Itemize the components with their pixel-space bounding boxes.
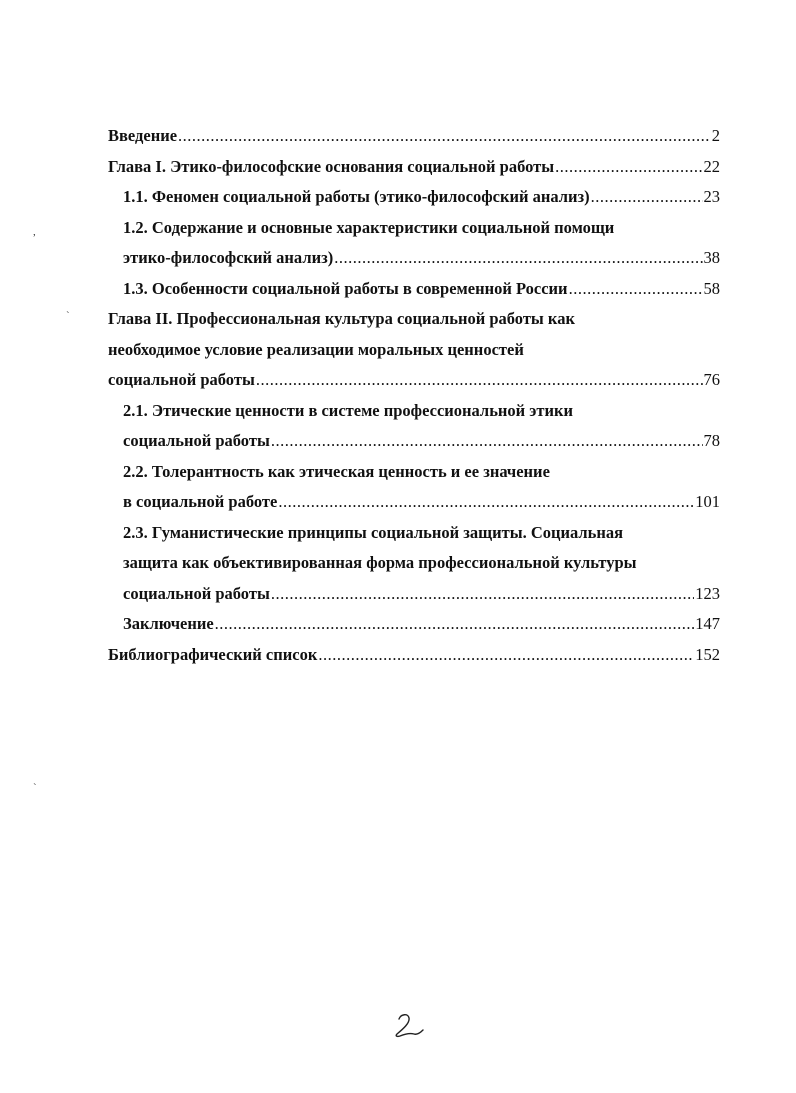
toc-line-chapter-1[interactable] (108, 152, 720, 183)
toc-page-number: 147 (695, 614, 720, 633)
toc-line-conclusion[interactable] (108, 609, 720, 640)
toc-leader-dots (569, 274, 703, 305)
toc-page-number: 23 (703, 187, 720, 206)
toc-entry-title: 1.3. Особенности социальной работы в современной России (123, 278, 568, 298)
toc-leader-dots (555, 152, 702, 183)
toc-line-section-1-1[interactable] (108, 182, 720, 213)
toc-leader-dots (178, 121, 711, 152)
toc-line-chapter-2-part1[interactable] (108, 304, 720, 335)
toc-page-number: 123 (695, 583, 720, 603)
toc-leader-dots (271, 426, 703, 457)
toc-entry-title: Заключение (123, 614, 214, 633)
toc-line-section-2-1-part1[interactable] (108, 396, 720, 427)
toc-leader-dots (278, 487, 694, 518)
toc-page-number: 78 (703, 431, 720, 450)
toc-entry-title: защита как объективированная форма профессиональной культуры (123, 553, 637, 572)
toc-page-number: 152 (695, 644, 720, 664)
toc-line-section-1-2-part1[interactable] (108, 213, 720, 244)
handwritten-page-number (392, 1012, 428, 1040)
toc-leader-dots (591, 182, 703, 213)
toc-page-number: 38 (703, 248, 720, 267)
toc-line-chapter-2-part2[interactable] (108, 335, 720, 366)
toc-entry-title: Глава II. Профессиональная культура социальной работы как (108, 309, 575, 328)
toc-page-number: 76 (703, 370, 720, 389)
toc-line-section-2-2-part2[interactable] (108, 487, 720, 518)
toc-line-section-2-1-part2[interactable] (108, 426, 720, 457)
toc-entry-title: Библиографический список (108, 644, 318, 664)
toc-entry-title: Глава I. Этико-философские основания социальной работы (108, 156, 555, 176)
document-page: , ` ` Введение ..... 2 Глава I. Этико-философские основания социальной работы ..... 22 1.1. Феномен социальной работы (этико-философский анализ) ..... 23 1.2. Содержание и основные характеристики социальной помощи этико-философский анализ) ..... 38 1.3. Особенности социальной работы в современной России ..... 58 Глава II. Профессиональная культура социальной работы как необходимое условие реализации моральных ценностей социальной работы ..... 76 2.1. Этические ценности в системе профессиональной этики социальной работы ..... 78 2.2. Толерантность как этическая ценность и ее значение в социальной работе ..... 101 2.3. Гуманистические принципы социальной защиты. Социальная защита как объективированная форма профессиональной культуры социальной работы ..... 123 Заключение ..... 147 Библиографический список ..... 152 (0, 0, 796, 1093)
toc-line-section-2-2-part1[interactable] (108, 457, 720, 488)
toc-entry-title: 2.1. Этические ценности в системе профессиональной этики (123, 400, 574, 420)
toc-entry-title: в социальной работе (123, 492, 278, 511)
toc-entry-title: 2.3. Гуманистические принципы социальной защиты. Социальная (123, 522, 624, 542)
toc-entry-title: Введение (108, 126, 178, 145)
toc-page-number: 2 (711, 126, 720, 145)
toc-leader-dots (334, 243, 702, 274)
toc-page-number: 101 (695, 492, 720, 511)
toc-line-bibliography[interactable] (108, 640, 720, 671)
toc-entry-title: 1.2. Содержание и основные характеристики социальной помощи (123, 217, 615, 237)
toc-line-section-2-3-part2[interactable] (108, 548, 720, 579)
toc-leader-dots (215, 609, 695, 640)
toc-entry-title: социальной работы (123, 431, 270, 450)
toc-entry-title: этико-философский анализ) (123, 248, 334, 267)
toc-leader-dots (256, 365, 703, 396)
toc-line-section-2-3-part1[interactable] (108, 518, 720, 549)
toc-line-section-1-3[interactable] (108, 274, 720, 305)
toc-entry-title: социальной работы (108, 370, 255, 389)
toc-entry-title: социальной работы (123, 583, 270, 603)
toc-page-number: 58 (703, 278, 720, 298)
toc-entry-title: 2.2. Толерантность как этическая ценность и ее значение (123, 461, 550, 481)
toc-entry-title: 1.1. Феномен социальной работы (этико-философский анализ) (123, 187, 590, 206)
toc-line-section-1-2-part2[interactable] (108, 243, 720, 274)
toc-page-number: 22 (703, 156, 720, 176)
toc-line-introduction[interactable] (108, 121, 720, 152)
toc-leader-dots (318, 640, 694, 671)
table-of-contents (108, 121, 720, 670)
toc-entry-title: необходимое условие реализации моральных ценностей (108, 339, 524, 359)
toc-leader-dots (271, 579, 694, 610)
toc-line-section-2-3-part3[interactable] (108, 579, 720, 610)
toc-line-chapter-2-part3[interactable] (108, 365, 720, 396)
